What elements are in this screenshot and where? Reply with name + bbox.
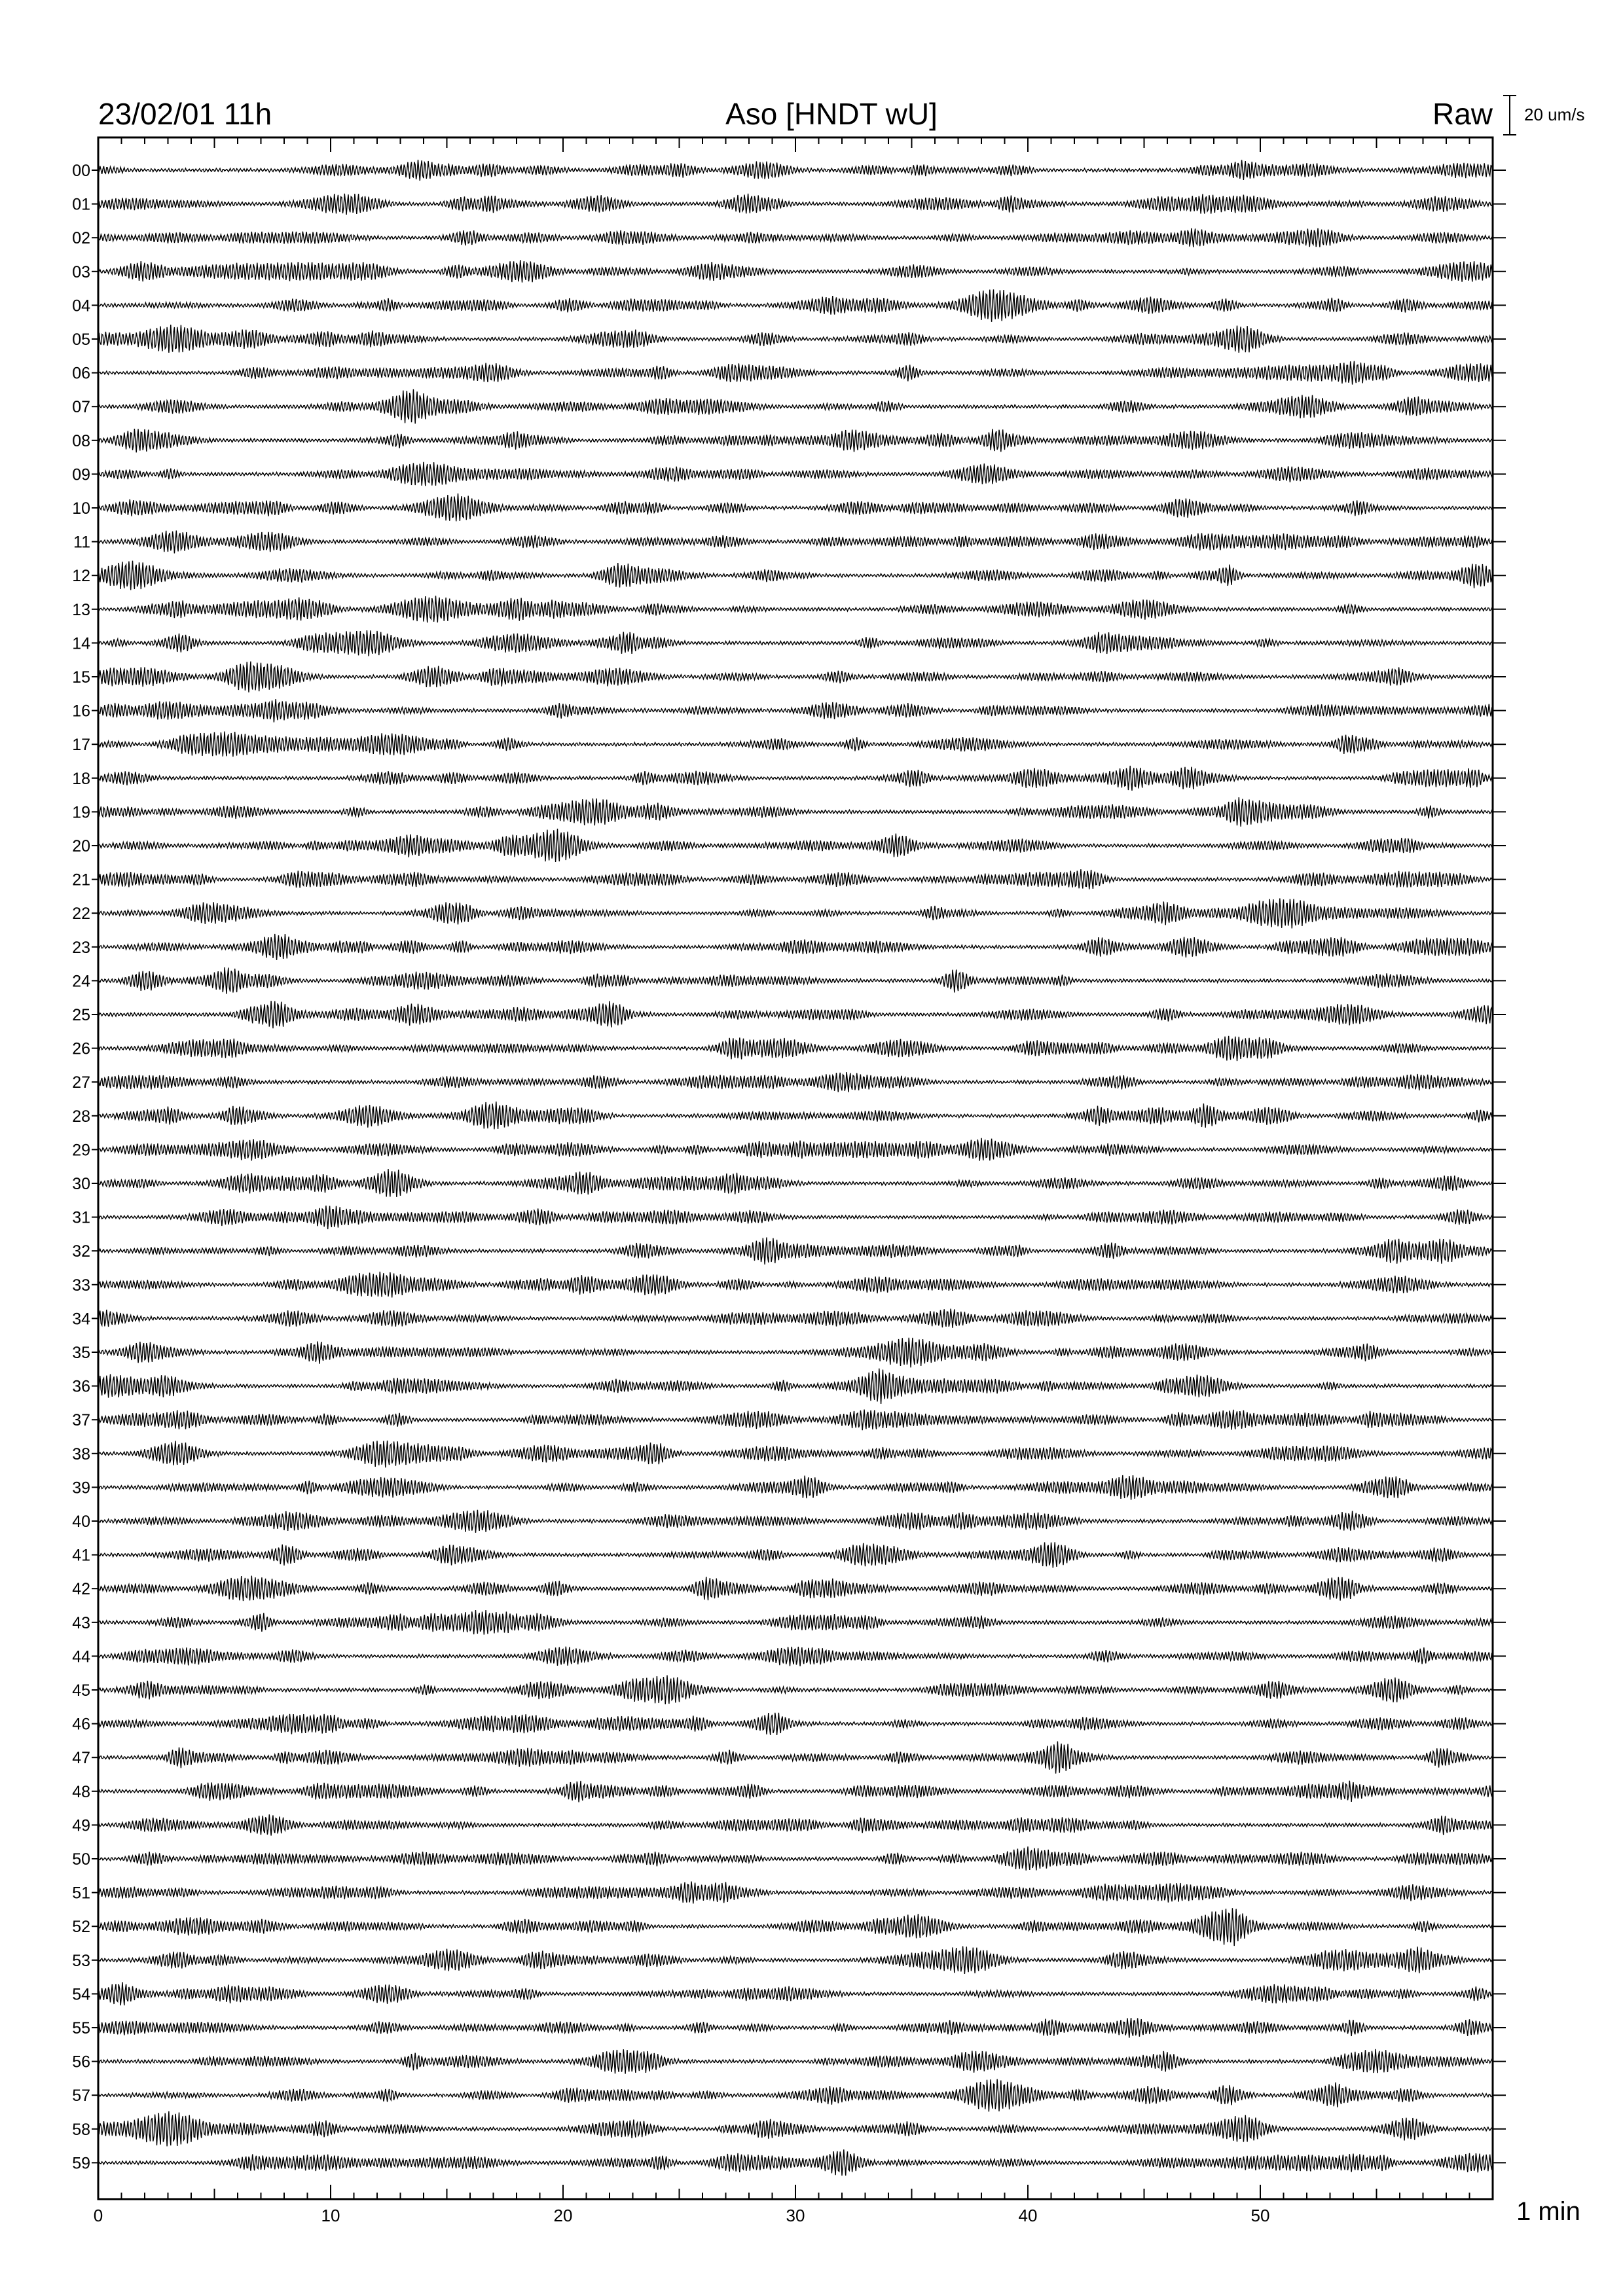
top-minute-ticks: [98, 137, 1493, 152]
mode-label: Raw: [1432, 97, 1493, 131]
trace-row: [98, 1072, 1493, 1092]
amplitude-scale-bar: [1503, 96, 1516, 135]
trace-row: [98, 531, 1493, 554]
row-label: 57: [72, 2087, 90, 2106]
row-label: 25: [72, 1006, 90, 1024]
row-label: 15: [72, 668, 90, 687]
trace-row: [98, 1036, 1493, 1061]
row-label: 55: [72, 2019, 90, 2037]
row-label: 06: [72, 364, 90, 383]
row-label: 36: [72, 1377, 90, 1396]
x-tick-label: 50: [1250, 2206, 1270, 2225]
trace-row: [98, 1713, 1493, 1735]
trace-row: [98, 630, 1493, 656]
trace-row: [98, 1309, 1493, 1328]
row-label: 14: [72, 634, 90, 653]
trace-row: [98, 1102, 1493, 1129]
x-axis-unit-label: 1 min: [1516, 2197, 1580, 2226]
trace-row: [98, 361, 1493, 385]
bottom-minute-ticks: [98, 2185, 1493, 2199]
trace-row: [98, 1576, 1493, 1602]
x-tick-labels: [94, 2206, 1270, 2225]
trace-row: [98, 325, 1493, 353]
trace-row: [98, 260, 1493, 282]
row-label: 11: [73, 533, 90, 552]
row-label: 33: [72, 1276, 90, 1295]
row-label: 58: [72, 2120, 90, 2139]
row-labels: [72, 162, 1506, 2172]
row-label: 30: [72, 1175, 90, 1193]
trace-row: [98, 596, 1493, 622]
row-label: 08: [72, 431, 90, 450]
row-label: 28: [72, 1107, 90, 1126]
trace-row: [98, 967, 1493, 994]
row-label: 24: [72, 972, 90, 991]
trace-row: [98, 662, 1493, 692]
row-label: 59: [72, 2154, 90, 2173]
row-label: 23: [72, 938, 90, 957]
trace-row: [98, 1882, 1493, 1904]
trace-row: [98, 1238, 1493, 1265]
row-label: 17: [72, 736, 90, 755]
row-label: 05: [72, 331, 90, 349]
trace-row: [98, 1781, 1493, 1803]
trace-row: [98, 899, 1493, 929]
row-label: 07: [72, 398, 90, 417]
x-tick-label: 0: [93, 2206, 103, 2225]
trace-row: [98, 561, 1493, 590]
trace-row: [98, 194, 1493, 215]
station-title: Aso [HNDT wU]: [725, 97, 938, 131]
trace-row: [98, 1676, 1493, 1704]
date-hour-label: 23/02/01 11h: [98, 97, 272, 131]
row-label: 10: [72, 499, 90, 518]
trace-row: [98, 1410, 1493, 1431]
trace-row: [98, 1369, 1493, 1404]
trace-row: [98, 1908, 1493, 1946]
trace-row: [98, 1846, 1493, 1871]
seismic-traces: [98, 160, 1493, 2176]
trace-row: [98, 869, 1493, 889]
trace-row: [98, 389, 1493, 424]
row-label: 39: [72, 1479, 90, 1498]
row-label: 49: [72, 1816, 90, 1835]
row-label: 53: [72, 1951, 90, 1970]
row-label: 44: [72, 1647, 90, 1666]
trace-row: [98, 934, 1493, 960]
row-label: 56: [72, 2053, 90, 2072]
row-label: 02: [72, 229, 90, 248]
trace-row: [98, 1338, 1493, 1368]
row-label: 43: [72, 1613, 90, 1632]
trace-row: [98, 1542, 1493, 1568]
trace-row: [98, 1441, 1493, 1467]
row-label: 40: [72, 1513, 90, 1531]
row-label: 26: [72, 1039, 90, 1058]
row-label: 31: [72, 1208, 90, 1227]
plot-frame: [98, 137, 1493, 2199]
trace-row: [98, 1272, 1493, 1298]
trace-row: [98, 1946, 1493, 1974]
row-label: 01: [72, 195, 90, 214]
row-label: 20: [72, 837, 90, 855]
row-label: 18: [72, 769, 90, 788]
trace-row: [98, 2149, 1493, 2176]
trace-row: [98, 1206, 1493, 1229]
row-label: 50: [72, 1850, 90, 1869]
row-label: 35: [72, 1344, 90, 1362]
row-label: 46: [72, 1715, 90, 1734]
row-label: 37: [72, 1411, 90, 1430]
trace-row: [98, 2049, 1493, 2074]
trace-row: [98, 1982, 1493, 2005]
trace-row: [98, 160, 1493, 181]
trace-row: [98, 797, 1493, 827]
row-label: 51: [72, 1884, 90, 1903]
trace-row: [98, 289, 1493, 322]
row-label: 09: [72, 465, 90, 484]
trace-row: [98, 493, 1493, 522]
x-tick-label: 10: [321, 2206, 340, 2225]
trace-row: [98, 732, 1493, 757]
trace-row: [98, 766, 1493, 791]
row-label: 54: [72, 1985, 90, 2004]
trace-row: [98, 228, 1493, 247]
trace-row: [98, 2111, 1493, 2147]
row-label: 41: [72, 1546, 90, 1565]
row-label: 03: [72, 262, 90, 281]
row-label: 29: [72, 1141, 90, 1160]
trace-row: [98, 429, 1493, 452]
row-label: 04: [72, 296, 90, 315]
row-label: 27: [72, 1073, 90, 1092]
trace-row: [98, 699, 1493, 723]
row-label: 47: [72, 1749, 90, 1768]
trace-row: [98, 462, 1493, 486]
trace-row: [98, 1610, 1493, 1635]
trace-row: [98, 1169, 1493, 1197]
row-label: 34: [72, 1310, 90, 1329]
x-tick-label: 20: [553, 2206, 573, 2225]
trace-row: [98, 1510, 1493, 1533]
trace-row: [98, 1647, 1493, 1666]
row-label: 19: [72, 803, 90, 822]
trace-row: [98, 1742, 1493, 1774]
row-label: 21: [72, 870, 90, 889]
row-label: 52: [72, 1918, 90, 1937]
amplitude-scale-label: 20 um/s: [1524, 105, 1585, 124]
row-label: 22: [72, 905, 90, 924]
trace-row: [98, 2079, 1493, 2112]
row-label: 42: [72, 1580, 90, 1599]
trace-row: [98, 1475, 1493, 1500]
row-label: 32: [72, 1242, 90, 1261]
row-label: 45: [72, 1681, 90, 1700]
trace-row: [98, 2018, 1493, 2038]
row-label: 13: [72, 600, 90, 619]
row-label: 38: [72, 1444, 90, 1463]
row-label: 16: [72, 702, 90, 721]
trace-row: [98, 1001, 1493, 1028]
trace-row: [98, 829, 1493, 862]
row-label: 48: [72, 1782, 90, 1801]
row-label: 00: [72, 162, 90, 180]
trace-row: [98, 1814, 1493, 1835]
x-tick-label: 40: [1018, 2206, 1038, 2225]
row-label: 12: [72, 567, 90, 586]
trace-row: [98, 1138, 1493, 1161]
x-tick-label: 30: [786, 2206, 805, 2225]
